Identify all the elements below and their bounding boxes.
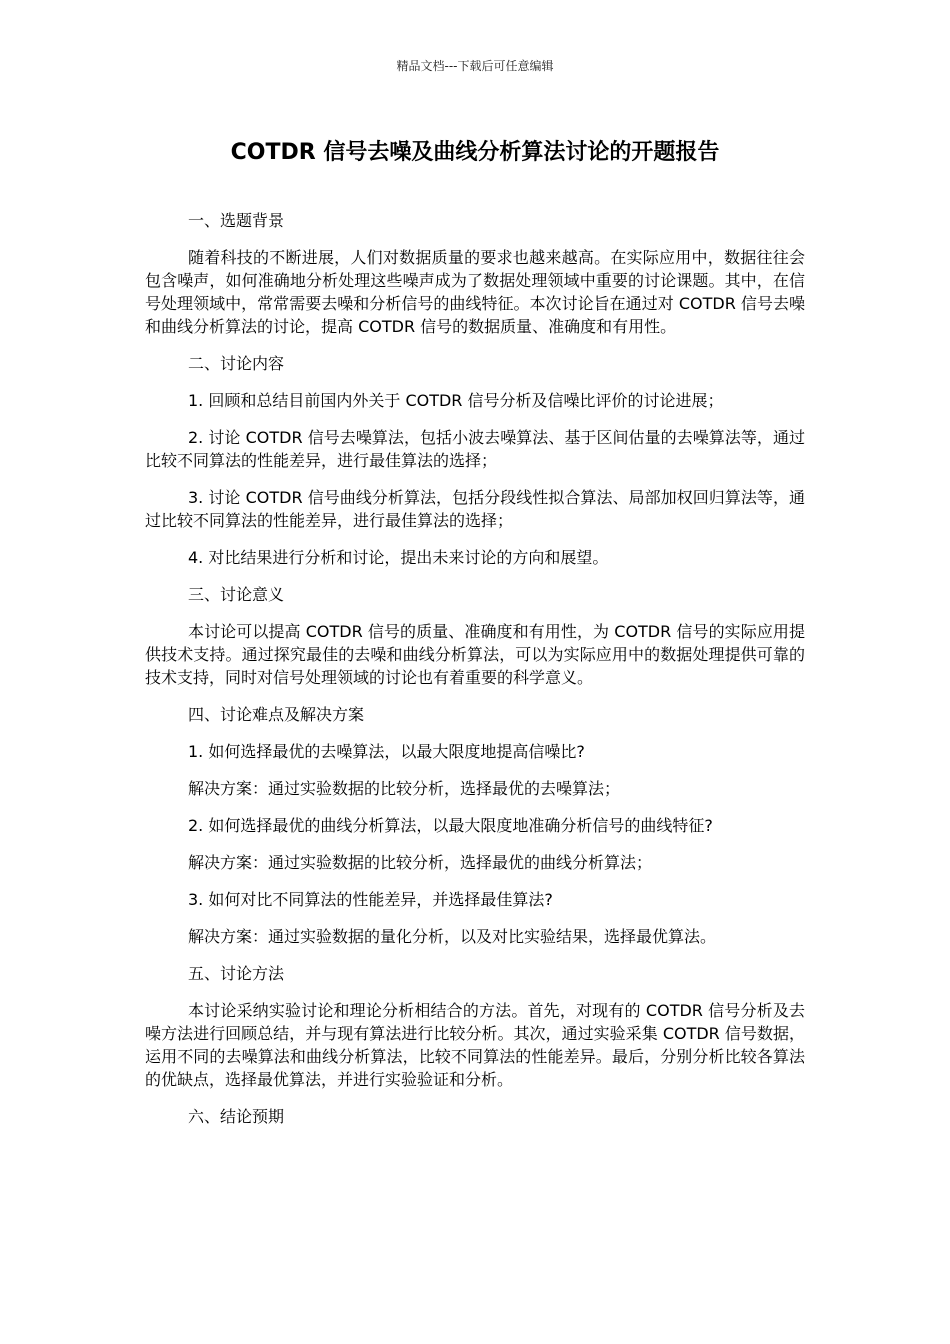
content-item-1: 1. 回顾和总结目前国内外关于 COTDR 信号分析及信噪比评价的讨论进展； xyxy=(188,391,724,410)
difficulty-question-2: 2. 如何选择最优的曲线分析算法，以最大限度地准确分析信号的曲线特征? xyxy=(188,816,713,835)
difficulty-solution-1: 解决方案：通过实验数据的比较分析，选择最优的去噪算法； xyxy=(188,779,621,798)
difficulty-question-1: 1. 如何选择最优的去噪算法，以最大限度地提高信噪比? xyxy=(188,742,585,761)
section-heading-content: 二、讨论内容 xyxy=(188,354,285,373)
difficulty-solution-3: 解决方案：通过实验数据的量化分析，以及对比实验结果，选择最优算法。 xyxy=(188,927,717,946)
content-item-3: 3. 讨论 COTDR 信号曲线分析算法，包括分段线性拟合算法、局部加权回归算法等，通过比较不同算法的性能差异，进行最佳算法的选择； xyxy=(145,488,805,530)
paragraph-methods: 本讨论采纳实验讨论和理论分析相结合的方法。首先，对现有的 COTDR 信号分析及去噪方法进行回顾总结，并与现有算法进行比较分析。其次，通过实验采集 COTDR 信号数据，运用不同的去噪算法和曲线分析算法，比较不同算法的性能差异。最后，分别分析比较各算法的优缺点，选择最优算法，并进行实验验证和分析。 xyxy=(145,1001,805,1089)
paragraph-background: 随着科技的不断进展，人们对数据质量的要求也越来越高。在实际应用中，数据往往会包含噪声，如何准确地分析处理这些噪声成为了数据处理领域中重要的讨论课题。其中，在信号处理领域中，常常需要去噪和分析信号的曲线特征。本次讨论旨在通过对 COTDR 信号去噪和曲线分析算法的讨论，提高 COTDR 信号的数据质量、准确度和有用性。 xyxy=(145,248,805,336)
section-heading-significance: 三、讨论意义 xyxy=(188,585,285,604)
content-item-4: 4. 对比结果进行分析和讨论，提出未来讨论的方向和展望。 xyxy=(188,548,609,567)
document-body xyxy=(145,209,805,1142)
paragraph-significance: 本讨论可以提高 COTDR 信号的质量、准确度和有用性，为 COTDR 信号的实际应用提供技术支持。通过探究最佳的去噪和曲线分析算法，可以为实际应用中的数据处理提供可靠的技术支持，同时对信号处理领域的讨论也有着重要的科学意义。 xyxy=(145,622,805,687)
content-item-2: 2. 讨论 COTDR 信号去噪算法，包括小波去噪算法、基于区间估量的去噪算法等，通过比较不同算法的性能差异，进行最佳算法的选择； xyxy=(145,428,805,470)
section-heading-methods: 五、讨论方法 xyxy=(188,964,285,983)
difficulty-solution-2: 解决方案：通过实验数据的比较分析，选择最优的曲线分析算法； xyxy=(188,853,653,872)
page-header: 精品文档---下载后可任意编辑 xyxy=(396,59,554,73)
document-title: COTDR 信号去噪及曲线分析算法讨论的开题报告 xyxy=(230,140,720,165)
section-heading-conclusion: 六、结论预期 xyxy=(188,1107,285,1126)
section-heading-background: 一、选题背景 xyxy=(188,211,285,230)
difficulty-question-3: 3. 如何对比不同算法的性能差异，并选择最佳算法? xyxy=(188,890,553,909)
section-heading-difficulties: 四、讨论难点及解决方案 xyxy=(188,705,365,724)
